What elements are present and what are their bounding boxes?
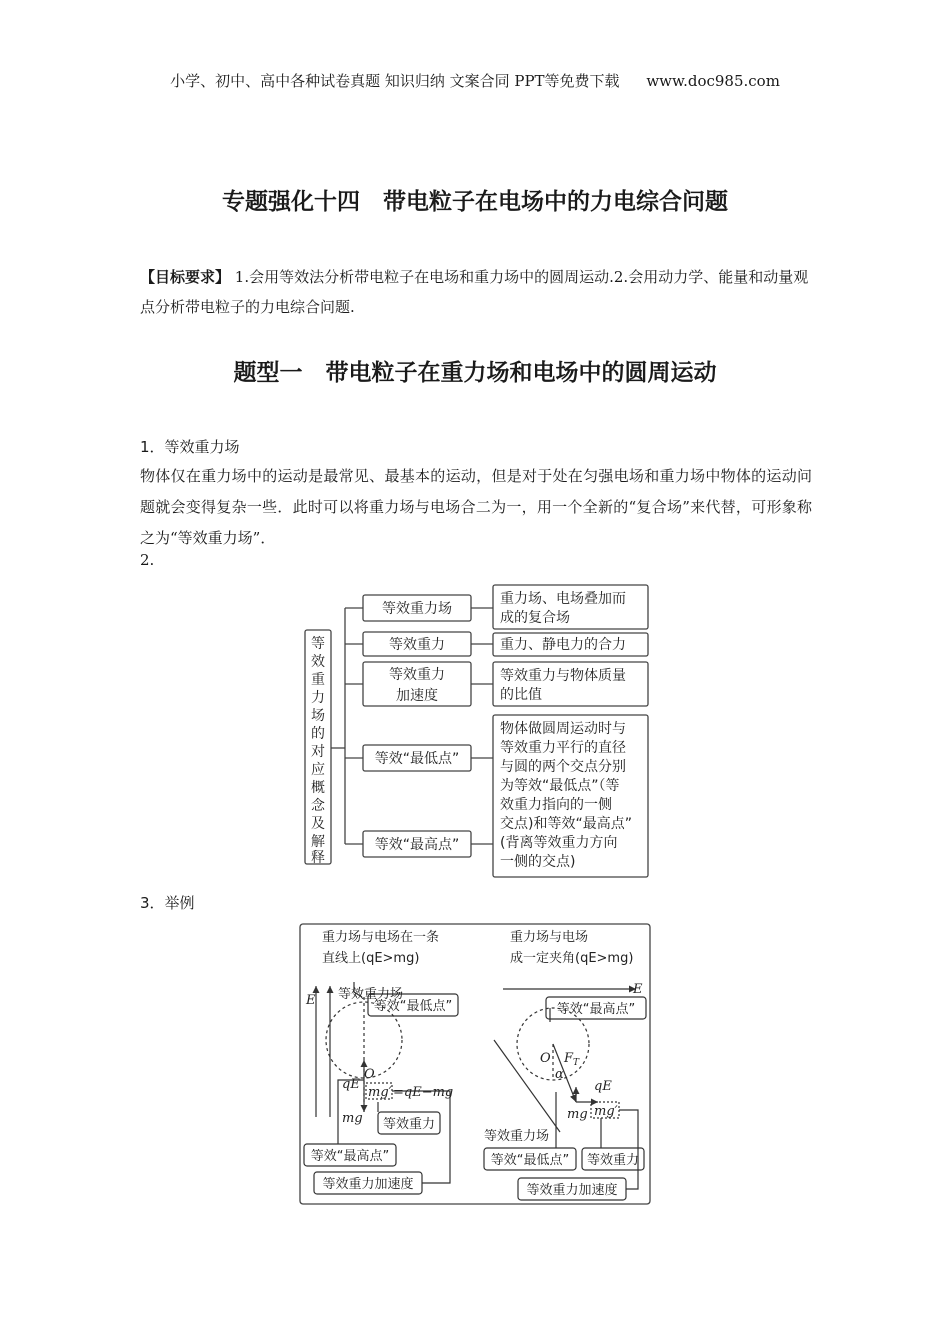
left-mg-label: mg [342, 1111, 363, 1126]
left-O-label: O [364, 1067, 375, 1082]
term-label: 等效重力 [389, 637, 445, 653]
def-line: 一侧的交点) [500, 854, 576, 870]
header-site[interactable]: www.doc985.com [646, 72, 780, 90]
left-eqgravity-label: 等效重力 [382, 1117, 436, 1132]
right-alpha-label: α [555, 1067, 564, 1082]
goal-label: 【目标要求】 [140, 268, 231, 286]
def-line: (背离等效重力方向 [500, 835, 618, 851]
root-char: 效 [311, 654, 325, 670]
left-highest-label: 等效“最高点” [310, 1149, 390, 1164]
term-label: 等效“最低点” [374, 751, 460, 767]
right-caption: 重力场与电场 [510, 930, 589, 945]
def-line: 效重力指向的一侧 [500, 797, 612, 813]
term-label: 加速度 [396, 688, 438, 704]
root-char: 念 [311, 798, 325, 814]
right-caption: 成一定夹角(qE>mg) [510, 951, 634, 966]
right-highest-label: 等效“最高点” [556, 1002, 636, 1017]
root-char: 等 [311, 636, 325, 652]
right-accel-label: 等效重力加速度 [526, 1183, 618, 1198]
page-header [0, 70, 950, 91]
left-qE-label: qE [342, 1077, 360, 1092]
root-char: 对 [311, 744, 325, 760]
example-diagram [298, 922, 654, 1208]
left-E-label: E [306, 993, 316, 1008]
root-char: 及 [311, 816, 325, 832]
right-mg-label: mg [567, 1107, 588, 1122]
def-line: 等效重力与物体质量 [500, 668, 626, 684]
right-FT-label [563, 1051, 580, 1068]
right-O-label: O [540, 1051, 551, 1066]
goal-text: 1.会用等效法分析带电粒子在电场和重力场中的圆周运动.2.会用动力学、能量和动量观点分析带电粒子的力电综合问题. [140, 268, 809, 316]
left-mgp-label: mg′ [368, 1085, 392, 1100]
item2-number: 2. [140, 551, 155, 569]
def-line: 为等效“最低点”（等 [500, 778, 620, 794]
ft-main: F [564, 1051, 574, 1066]
def-line: 的比值 [500, 687, 542, 703]
left-caption: 直线上(qE>mg) [322, 951, 420, 966]
term-label: 等效“最高点” [374, 837, 460, 853]
root-char: 释 [311, 850, 325, 866]
right-lowest-label: 等效“最低点” [490, 1153, 570, 1168]
root-char: 重 [311, 672, 325, 688]
left-lowest-label: 等效“最低点” [373, 999, 453, 1014]
root-char: 应 [311, 762, 325, 778]
ft-sub: T [573, 1058, 580, 1068]
def-line: 重力、静电力的合力 [500, 637, 626, 653]
root-char: 场 [311, 708, 325, 724]
concept-diagram [300, 578, 652, 882]
def-line: 与圆的两个交点分别 [500, 759, 626, 775]
left-accel-label: 等效重力加速度 [322, 1177, 414, 1192]
root-char: 解 [311, 834, 325, 850]
right-E-label: E [633, 982, 643, 997]
right-mgp-label: mg′ [594, 1104, 618, 1119]
term-label: 等效重力场 [382, 601, 452, 617]
goal-paragraph [140, 262, 812, 322]
right-qE-label: qE [594, 1079, 612, 1094]
page-title: 专题强化十四 带电粒子在电场中的力电综合问题 [222, 189, 728, 215]
def-line: 成的复合场 [500, 610, 570, 626]
def-line: 等效重力平行的直径 [500, 740, 626, 756]
right-eqfield-label: 等效重力场 [484, 1129, 550, 1144]
def-line: 物体做圆周运动时与 [500, 721, 626, 737]
header-text: 小学、初中、高中各种试卷真题 知识归纳 文案合同 PPT等免费下载 [170, 72, 620, 90]
left-caption: 重力场与电场在一条 [322, 930, 440, 945]
def-line: 交点)和等效“最高点” [500, 816, 632, 832]
def-line: 重力场、电场叠加而 [500, 591, 626, 607]
right-eqgravity-label: 等效重力 [586, 1153, 640, 1168]
root-char: 的 [311, 726, 325, 742]
left-formula-label: =qE−mg [393, 1085, 454, 1100]
section-heading: 题型一 带电粒子在重力场和电场中的圆周运动 [233, 360, 717, 386]
item1-title: 1．等效重力场 [140, 438, 240, 456]
root-char: 力 [311, 690, 325, 706]
left-eqfield-label: 等效重力场 [338, 987, 404, 1002]
root-char: 概 [311, 780, 325, 796]
item1-text: 物体仅在重力场中的运动是最常见、最基本的运动，但是对于处在匀强电场和重力场中物体的运动问题就会变得复杂一些．此时可以将重力场与电场合二为一，用一个全新的“复合场”来代替，可形象称之为“等效重力场”． [140, 467, 812, 547]
item3-title: 3．举例 [140, 894, 195, 912]
term-label: 等效重力 [389, 667, 445, 683]
